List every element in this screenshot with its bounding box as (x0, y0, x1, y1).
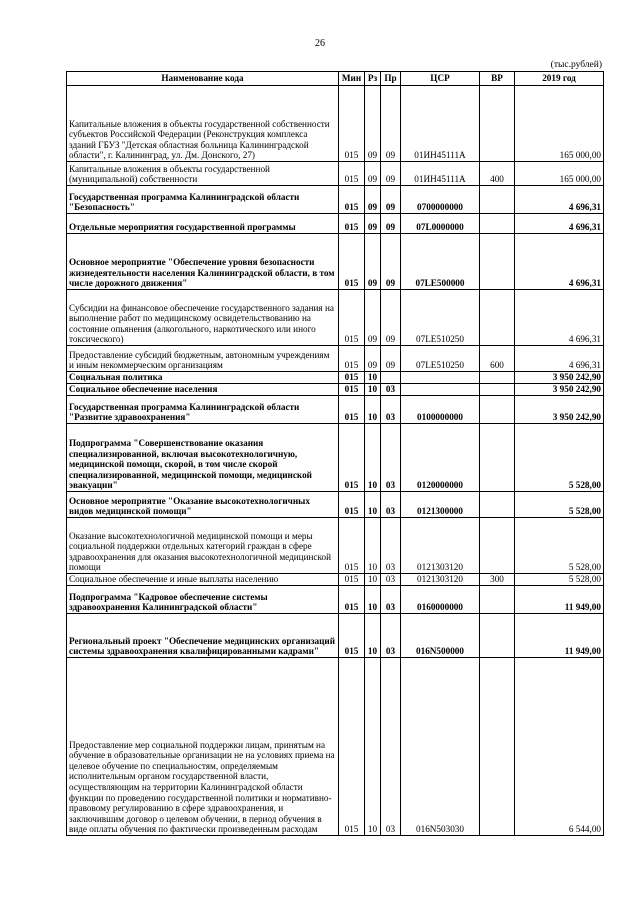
cell-vr (480, 290, 515, 346)
header-min: Мин (339, 72, 365, 86)
cell-pr: 09 (381, 214, 401, 234)
table-header-row (67, 72, 604, 86)
cell-rz: 09 (365, 186, 381, 214)
cell-name: Социальное обеспечение населения (67, 384, 339, 396)
cell-pr: 09 (381, 162, 401, 186)
cell-pr: 09 (381, 86, 401, 162)
cell-rz: 09 (365, 346, 381, 372)
cell-min: 015 (339, 214, 365, 234)
cell-name: Основное мероприятие "Обеспечение уровня безопасности жизнедеятельности населения Калининградской области, в том числе дорожного движения" (67, 234, 339, 290)
cell-name: Субсидии на финансовое обеспечение государственного задания на выполнение работ по медицинскому освидетельствованию на состояние опьянения (алкогольного, наркотического или иного токсического) (67, 290, 339, 346)
cell-amount: 165 000,00 (515, 162, 604, 186)
table-row (67, 518, 604, 574)
cell-name: Капитальные вложения в объекты государственной (муниципальной) собственности (67, 162, 339, 186)
table-row (67, 424, 604, 492)
table-body (67, 86, 604, 836)
cell-csr: 016N503030 (401, 658, 480, 836)
cell-rz: 09 (365, 214, 381, 234)
table-row (67, 346, 604, 372)
cell-pr: 03 (381, 492, 401, 518)
cell-rz: 09 (365, 290, 381, 346)
cell-min: 015 (339, 518, 365, 574)
cell-amount: 4 696,31 (515, 186, 604, 214)
cell-rz: 09 (365, 86, 381, 162)
cell-name: Оказание высокотехнологичной медицинской помощи и меры социальной поддержки отдельных категорий граждан в сфере здравоохранения для оказания высокотехнологичной медицинской помощи (67, 518, 339, 574)
cell-amount: 4 696,31 (515, 234, 604, 290)
cell-csr: 07LE500000 (401, 234, 480, 290)
table-row (67, 614, 604, 658)
cell-amount: 3 950 242,90 (515, 372, 604, 384)
cell-vr (480, 658, 515, 836)
cell-vr (480, 372, 515, 384)
cell-name: Социальная политика (67, 372, 339, 384)
cell-name: Социальное обеспечение и иные выплаты населению (67, 574, 339, 586)
cell-name: Подпрограмма "Кадровое обеспечение системы здравоохранения Калининградской области" (67, 586, 339, 614)
cell-csr: 07LE510250 (401, 346, 480, 372)
table-row (67, 396, 604, 424)
cell-csr: 07L0000000 (401, 214, 480, 234)
table-row (67, 586, 604, 614)
cell-vr (480, 586, 515, 614)
cell-min: 015 (339, 586, 365, 614)
cell-vr: 400 (480, 162, 515, 186)
cell-rz: 10 (365, 384, 381, 396)
cell-csr: 01ИН45111А (401, 86, 480, 162)
table-row (67, 234, 604, 290)
header-year: 2019 год (515, 72, 604, 86)
header-csr: ЦСР (401, 72, 480, 86)
cell-pr: 03 (381, 424, 401, 492)
cell-pr: 09 (381, 290, 401, 346)
header-vr: ВР (480, 72, 515, 86)
table-row (67, 290, 604, 346)
cell-rz: 09 (365, 162, 381, 186)
cell-amount: 165 000,00 (515, 86, 604, 162)
table-row (67, 574, 604, 586)
cell-csr: 0121303120 (401, 518, 480, 574)
page-number: 26 (315, 38, 325, 49)
cell-amount: 4 696,31 (515, 290, 604, 346)
cell-vr (480, 492, 515, 518)
cell-csr: 016N500000 (401, 614, 480, 658)
cell-pr: 09 (381, 186, 401, 214)
cell-pr (381, 372, 401, 384)
cell-csr: 0121303120 (401, 574, 480, 586)
cell-pr: 03 (381, 658, 401, 836)
cell-amount: 6 544,00 (515, 658, 604, 836)
header-rz: Рз (365, 72, 381, 86)
cell-pr: 09 (381, 234, 401, 290)
cell-min: 015 (339, 614, 365, 658)
cell-amount: 4 696,31 (515, 214, 604, 234)
cell-amount: 11 949,00 (515, 586, 604, 614)
budget-table (66, 71, 604, 836)
cell-rz: 10 (365, 424, 381, 492)
cell-vr (480, 234, 515, 290)
cell-csr: 0121300000 (401, 492, 480, 518)
cell-min: 015 (339, 384, 365, 396)
header-pr: Пр (381, 72, 401, 86)
cell-amount: 5 528,00 (515, 492, 604, 518)
cell-vr (480, 186, 515, 214)
cell-name: Государственная программа Калининградской области "Развитие здравоохранения" (67, 396, 339, 424)
cell-min: 015 (339, 162, 365, 186)
cell-pr: 03 (381, 384, 401, 396)
cell-pr: 03 (381, 586, 401, 614)
cell-rz: 10 (365, 492, 381, 518)
cell-min: 015 (339, 86, 365, 162)
table-row (67, 86, 604, 162)
cell-vr (480, 424, 515, 492)
cell-vr (480, 614, 515, 658)
cell-name: Предоставление мер социальной поддержки лицам, принятым на обучение в образовательные организации не на условиях приема на целевое обучение по специальностям, определяемым исполнительным органом государственной власти, осуществляющим на территории Калининградской области функции по проведению государственной политики и нормативно-правовому регулированию в сфере здравоохранения, и заключившим договор о целевом обучении, в период обучения в виде оплаты обучения по фактически произведенным расходам (67, 658, 339, 836)
cell-rz: 10 (365, 396, 381, 424)
cell-amount: 3 950 242,90 (515, 384, 604, 396)
cell-pr: 03 (381, 396, 401, 424)
cell-csr: 01ИН45111А (401, 162, 480, 186)
cell-rz: 10 (365, 614, 381, 658)
cell-pr: 09 (381, 346, 401, 372)
cell-min: 015 (339, 424, 365, 492)
table-row (67, 658, 604, 836)
cell-min: 015 (339, 346, 365, 372)
cell-pr: 03 (381, 614, 401, 658)
cell-amount: 5 528,00 (515, 574, 604, 586)
table-row (67, 372, 604, 384)
cell-csr: 0160000000 (401, 586, 480, 614)
table-row (67, 214, 604, 234)
table-row (67, 162, 604, 186)
cell-csr: 0100000000 (401, 396, 480, 424)
cell-name: Предоставление субсидий бюджетным, автономным учреждениям и иным некоммерческим организациям (67, 346, 339, 372)
cell-name: Основное мероприятие "Оказание высокотехнологичных видов медицинской помощи" (67, 492, 339, 518)
table-row (67, 492, 604, 518)
cell-csr: 0120000000 (401, 424, 480, 492)
cell-pr: 03 (381, 574, 401, 586)
cell-name: Капитальные вложения в объекты государственной собственности субъектов Российской Федерации (Реконструкция комплекса зданий ГБУЗ "Детская областная больница Калининградской области", г. Калининград, ул. Дм. Донского, 27) (67, 86, 339, 162)
cell-name: Региональный проект "Обеспечение медицинских организаций системы здравоохранения квалифицированными кадрами" (67, 614, 339, 658)
cell-vr (480, 396, 515, 424)
cell-min: 015 (339, 574, 365, 586)
cell-min: 015 (339, 492, 365, 518)
cell-amount: 5 528,00 (515, 518, 604, 574)
units-label: (тыс.рублей) (550, 60, 602, 70)
cell-vr (480, 214, 515, 234)
cell-name: Государственная программа Калининградской области "Безопасность" (67, 186, 339, 214)
table-row (67, 384, 604, 396)
cell-name: Отдельные мероприятия государственной программы (67, 214, 339, 234)
cell-rz: 09 (365, 234, 381, 290)
table-row (67, 186, 604, 214)
cell-vr (480, 384, 515, 396)
cell-rz: 10 (365, 586, 381, 614)
cell-vr (480, 518, 515, 574)
cell-rz: 10 (365, 658, 381, 836)
cell-min: 015 (339, 658, 365, 836)
cell-amount: 4 696,31 (515, 346, 604, 372)
cell-csr: 07LE510250 (401, 290, 480, 346)
cell-rz: 10 (365, 574, 381, 586)
cell-vr (480, 86, 515, 162)
cell-rz: 10 (365, 518, 381, 574)
cell-amount: 5 528,00 (515, 424, 604, 492)
cell-vr: 300 (480, 574, 515, 586)
cell-min: 015 (339, 372, 365, 384)
cell-pr: 03 (381, 518, 401, 574)
cell-min: 015 (339, 396, 365, 424)
cell-amount: 11 949,00 (515, 614, 604, 658)
cell-csr: 0700000000 (401, 186, 480, 214)
cell-min: 015 (339, 186, 365, 214)
cell-vr: 600 (480, 346, 515, 372)
cell-rz: 10 (365, 372, 381, 384)
cell-csr (401, 372, 480, 384)
cell-name: Подпрограмма "Совершенствование оказания специализированной, включая высокотехнологичную, медицинской помощи, скорой, в том числе скорой специализированной, медицинской помощи, медицинской эвакуации" (67, 424, 339, 492)
cell-min: 015 (339, 290, 365, 346)
cell-amount: 3 950 242,90 (515, 396, 604, 424)
header-name: Наименование кода (67, 72, 339, 86)
cell-csr (401, 384, 480, 396)
cell-min: 015 (339, 234, 365, 290)
